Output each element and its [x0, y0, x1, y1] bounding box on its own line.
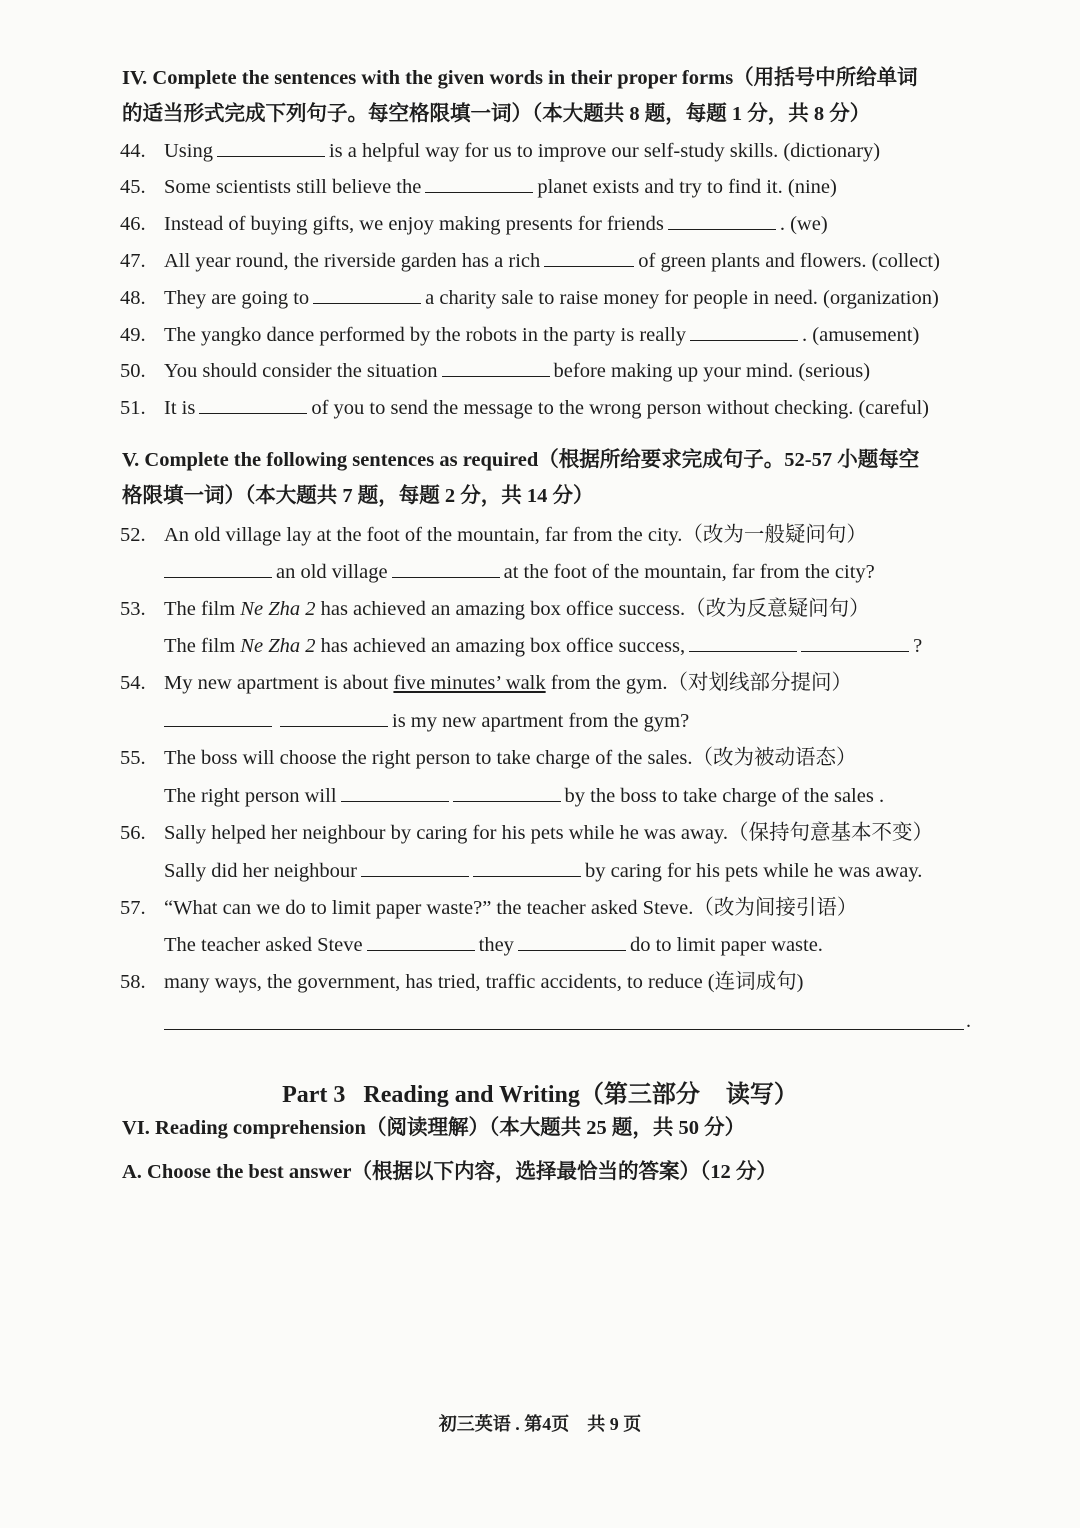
- question-53: [120, 594, 1000, 624]
- question-text: The yangko dance performed by the robots in the party is really: [164, 324, 687, 346]
- film-title: Ne Zha 2: [240, 598, 316, 620]
- question-52: [120, 520, 1000, 550]
- answer-text: The film: [164, 635, 241, 657]
- question-text: The film: [164, 598, 241, 620]
- answer-text: an old village: [276, 561, 388, 583]
- section-v-heading-line1: V. Complete the following sentences as required（根据所给要求完成句子。52-57 小题每空: [122, 449, 920, 471]
- answer-blank[interactable]: [801, 631, 909, 652]
- answer-blank[interactable]: [453, 781, 561, 802]
- question-text: a charity sale to raise money for people in need. (organization): [425, 287, 939, 309]
- part-title-text: Reading and Writing（第三部分: [363, 1082, 700, 1108]
- film-title: Ne Zha 2: [240, 635, 316, 657]
- question-text: My new apartment is about: [164, 672, 394, 694]
- section-iv-heading-line2: 的适当形式完成下列句子。每空格限填一词）（本大题共 8 题，每题 1 分，共 8 分）: [122, 103, 871, 125]
- question-text: “What can we do to limit paper waste?” the teacher asked Steve.（改为间接引语）: [164, 897, 858, 919]
- answer-line-55: [164, 781, 1024, 811]
- answer-blank[interactable]: [544, 246, 634, 267]
- question-number: 53.: [120, 598, 146, 620]
- question-text: from the gym.（对划线部分提问）: [545, 672, 852, 694]
- question-number: 49.: [120, 324, 146, 346]
- part-3-title: [0, 1074, 1080, 1109]
- answer-line-58[interactable]: [164, 1029, 964, 1030]
- answer-text: The teacher asked Steve: [164, 934, 363, 956]
- question-text: Instead of buying gifts, we enjoy making presents for friends: [164, 213, 664, 235]
- question-55: [120, 743, 1000, 773]
- question-45: [120, 172, 1000, 202]
- question-text: before making up your mind. (serious): [553, 360, 871, 382]
- answer-blank[interactable]: [199, 393, 307, 414]
- section-iv-heading: [122, 60, 982, 132]
- question-text: of green plants and flowers. (collect): [638, 250, 940, 272]
- answer-text: do to limit paper waste.: [629, 934, 823, 956]
- question-number: 58.: [120, 971, 146, 993]
- section-a-heading: A. Choose the best answer（根据以下内容，选择最恰当的答案）（12 分）: [122, 1161, 777, 1183]
- question-text: of you to send the message to the wrong person without checking. (careful): [311, 397, 930, 419]
- question-47: [120, 246, 1000, 276]
- answer-blank[interactable]: [518, 930, 626, 951]
- question-number: 51.: [120, 397, 146, 419]
- answer-text: The right person will: [164, 785, 337, 807]
- answer-text: Sally did her neighbour: [164, 860, 358, 882]
- question-number: 44.: [120, 140, 146, 162]
- question-text: planet exists and try to find it. (nine): [537, 176, 837, 198]
- question-49: [120, 320, 1000, 350]
- answer-text: by the boss to take charge of the sales .: [564, 785, 885, 807]
- answer-blank[interactable]: [690, 320, 798, 341]
- section-v-heading: [122, 442, 982, 514]
- answer-blank[interactable]: [217, 136, 325, 157]
- question-number: 46.: [120, 213, 146, 235]
- question-58: [120, 967, 1000, 997]
- question-56: [120, 818, 1000, 848]
- question-text: has achieved an amazing box office success.（改为反意疑问句）: [315, 598, 870, 620]
- answer-text: ?: [913, 635, 923, 657]
- answer-text: they: [478, 934, 514, 956]
- question-text: The boss will choose the right person to take charge of the sales.（改为被动语态）: [164, 747, 857, 769]
- question-text: They are going to: [164, 287, 310, 309]
- answer-blank[interactable]: [361, 856, 469, 877]
- answer-blank[interactable]: [425, 172, 533, 193]
- answer-blank[interactable]: [341, 781, 449, 802]
- question-text: Using: [164, 140, 213, 162]
- question-text: An old village lay at the foot of the mountain, far from the city.（改为一般疑问句）: [164, 524, 867, 546]
- question-text: . (amusement): [802, 324, 920, 346]
- question-text: It is: [164, 397, 196, 419]
- answer-text: at the foot of the mountain, far from the city?: [503, 561, 875, 583]
- question-text: . (we): [779, 213, 828, 235]
- question-number: 50.: [120, 360, 146, 382]
- underlined-phrase: five minutes’ walk: [393, 672, 546, 694]
- answer-blank[interactable]: [280, 706, 388, 727]
- question-number: 54.: [120, 672, 146, 694]
- answer-blank[interactable]: [367, 930, 475, 951]
- answer-text: is my new apartment from the gym?: [392, 710, 690, 732]
- answer-blank[interactable]: [668, 209, 776, 230]
- question-text: is a helpful way for us to improve our self-study skills. (dictionary): [328, 140, 881, 162]
- question-text: You should consider the situation: [164, 360, 438, 382]
- question-number: 57.: [120, 897, 146, 919]
- question-57: [120, 893, 1000, 923]
- question-number: 55.: [120, 747, 146, 769]
- question-46: [120, 209, 1000, 239]
- answer-blank[interactable]: [164, 706, 272, 727]
- question-text: Some scientists still believe the: [164, 176, 422, 198]
- question-number: 48.: [120, 287, 146, 309]
- answer-text: has achieved an amazing box office success,: [315, 635, 686, 657]
- answer-blank[interactable]: [442, 356, 550, 377]
- answer-line-54: [164, 706, 1024, 736]
- answer-line-52: [164, 557, 1024, 587]
- question-51: [120, 393, 1000, 423]
- question-54: [120, 668, 1000, 698]
- question-number: 56.: [120, 822, 146, 844]
- answer-text: by caring for his pets while he was away.: [585, 860, 923, 882]
- question-50: [120, 356, 1000, 386]
- answer-blank[interactable]: [164, 557, 272, 578]
- section-v-heading-line2: 格限填一词）（本大题共 7 题，每题 2 分，共 14 分）: [122, 485, 594, 507]
- section-iv-heading-line1: IV. Complete the sentences with the given words in their proper forms（用括号中所给单词: [122, 67, 918, 89]
- question-text: Sally helped her neighbour by caring for his pets while he was away.（保持句意基本不变）: [164, 822, 933, 844]
- answer-blank[interactable]: [689, 631, 797, 652]
- answer-blank[interactable]: [473, 856, 581, 877]
- answer-line-53: [164, 631, 1024, 661]
- question-44: [120, 136, 1000, 166]
- answer-line-56: [164, 856, 1024, 886]
- question-number: 52.: [120, 524, 146, 546]
- part-label: Part 3: [282, 1082, 346, 1108]
- question-text: All year round, the riverside garden has a rich: [164, 250, 541, 272]
- question-48: [120, 283, 1000, 313]
- section-vi-heading: VI. Reading comprehension（阅读理解）（本大题共 25 题，共 50 分）: [122, 1117, 746, 1139]
- part-title-end: 读写）: [725, 1082, 798, 1108]
- question-number: 45.: [120, 176, 146, 198]
- question-number: 47.: [120, 250, 146, 272]
- question-text: many ways, the government, has tried, traffic accidents, to reduce (连词成句): [164, 971, 804, 993]
- answer-blank[interactable]: [392, 557, 500, 578]
- answer-line-58-period: .: [966, 1010, 971, 1032]
- answer-blank[interactable]: [313, 283, 421, 304]
- answer-line-57: [164, 930, 1024, 960]
- page-footer: 初三英语 . 第4页 共 9 页: [438, 1414, 642, 1434]
